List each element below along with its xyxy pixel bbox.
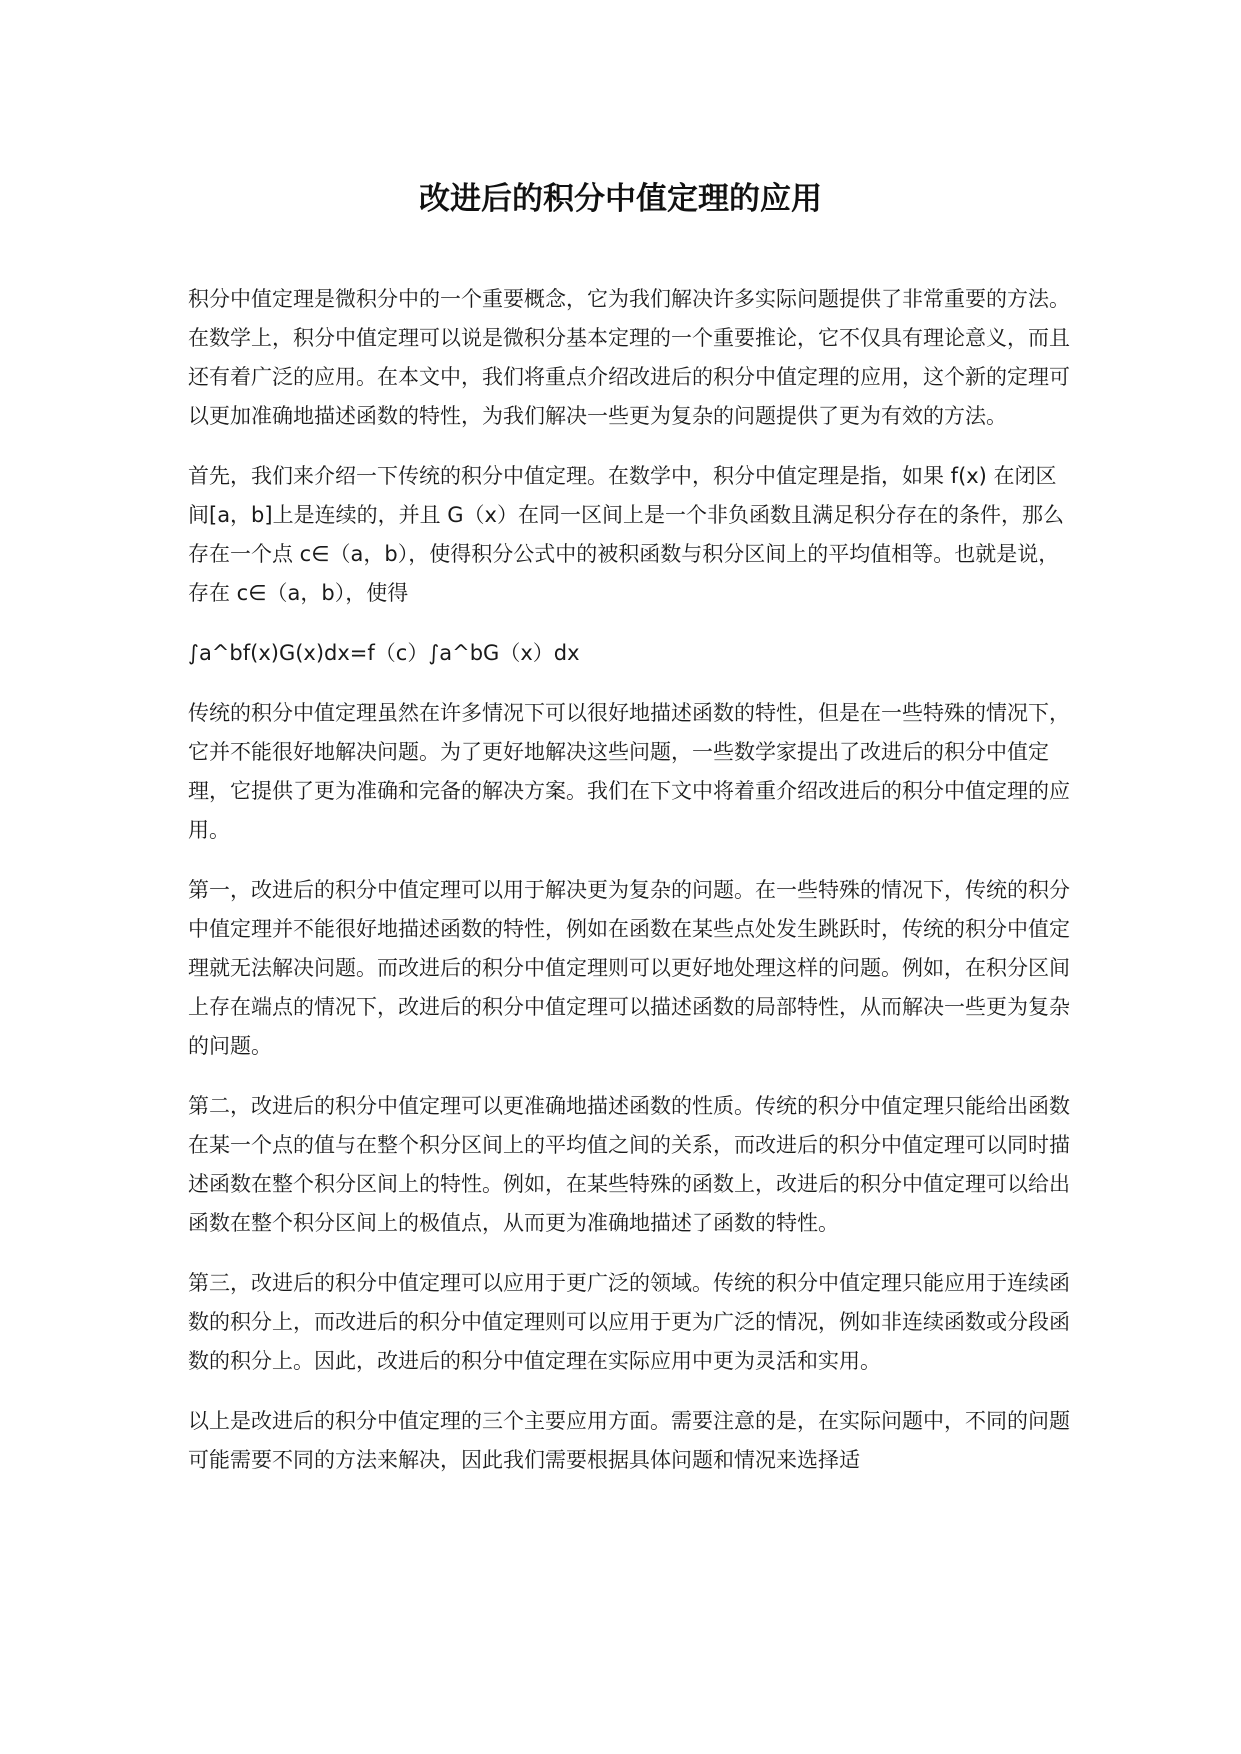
paragraph-second-application: 第二，改进后的积分中值定理可以更准确地描述函数的性质。传统的积分中值定理只能给出函数在某一个点的值与在整个积分区间上的平均值之间的关系，而改进后的积分中值定理可以同时描述函数在整个积分区间上的特性。例如，在某些特殊的函数上，改进后的积分中值定理可以给出函数在整个积分区间上的极值点，从而更为准确地描述了函数的特性。 <box>188 1094 1070 1235</box>
paragraph-third-application: 第三，改进后的积分中值定理可以应用于更广泛的领域。传统的积分中值定理只能应用于连续函数的积分上，而改进后的积分中值定理则可以应用于更为广泛的情况，例如非连续函数或分段函数的积分上。因此，改进后的积分中值定理在实际应用中更为灵活和实用。 <box>188 1271 1070 1373</box>
paragraph-first-application: 第一，改进后的积分中值定理可以用于解决更为复杂的问题。在一些特殊的情况下，传统的积分中值定理并不能很好地描述函数的特性，例如在函数在某些点处发生跳跃时，传统的积分中值定理就无法解决问题。而改进后的积分中值定理则可以更好地处理这样的问题。例如，在积分区间上存在端点的情况下，改进后的积分中值定理可以描述函数的局部特性，从而解决一些更为复杂的问题。 <box>188 878 1070 1058</box>
formula-mean-value: ∫a^bf(x)G(x)dx=f（c）∫a^bG（x）dx <box>188 641 580 665</box>
document-title: 改进后的积分中值定理的应用 <box>419 181 822 217</box>
paragraph-summary: 以上是改进后的积分中值定理的三个主要应用方面。需要注意的是，在实际问题中，不同的问题可能需要不同的方法来解决，因此我们需要根据具体问题和情况来选择适 <box>188 1409 1070 1472</box>
paragraph-intro: 积分中值定理是微积分中的一个重要概念，它为我们解决许多实际问题提供了非常重要的方法。在数学上，积分中值定理可以说是微积分基本定理的一个重要推论，它不仅具有理论意义，而且还有着广泛的应用。在本文中，我们将重点介绍改进后的积分中值定理的应用，这个新的定理可以更加准确地描述函数的特性，为我们解决一些更为复杂的问题提供了更为有效的方法。 <box>188 287 1070 428</box>
paragraph-traditional-theorem: 首先，我们来介绍一下传统的积分中值定理。在数学中，积分中值定理是指，如果 f(x) 在闭区间[a，b]上是连续的，并且 G（x）在同一区间上是一个非负函数且满足积分存在的条件，那么存在一个点 c∈（a，b），使得积分公式中的被积函数与积分区间上的平均值相等。也就是说，存在 c∈（a，b），使得 <box>188 464 1064 605</box>
document-body <box>188 280 1076 1501</box>
paragraph-limitations: 传统的积分中值定理虽然在许多情况下可以很好地描述函数的特性，但是在一些特殊的情况下，它并不能很好地解决问题。为了更好地解决这些问题，一些数学家提出了改进后的积分中值定理，它提供了更为准确和完备的解决方案。我们在下文中将着重介绍改进后的积分中值定理的应用。 <box>188 701 1070 842</box>
